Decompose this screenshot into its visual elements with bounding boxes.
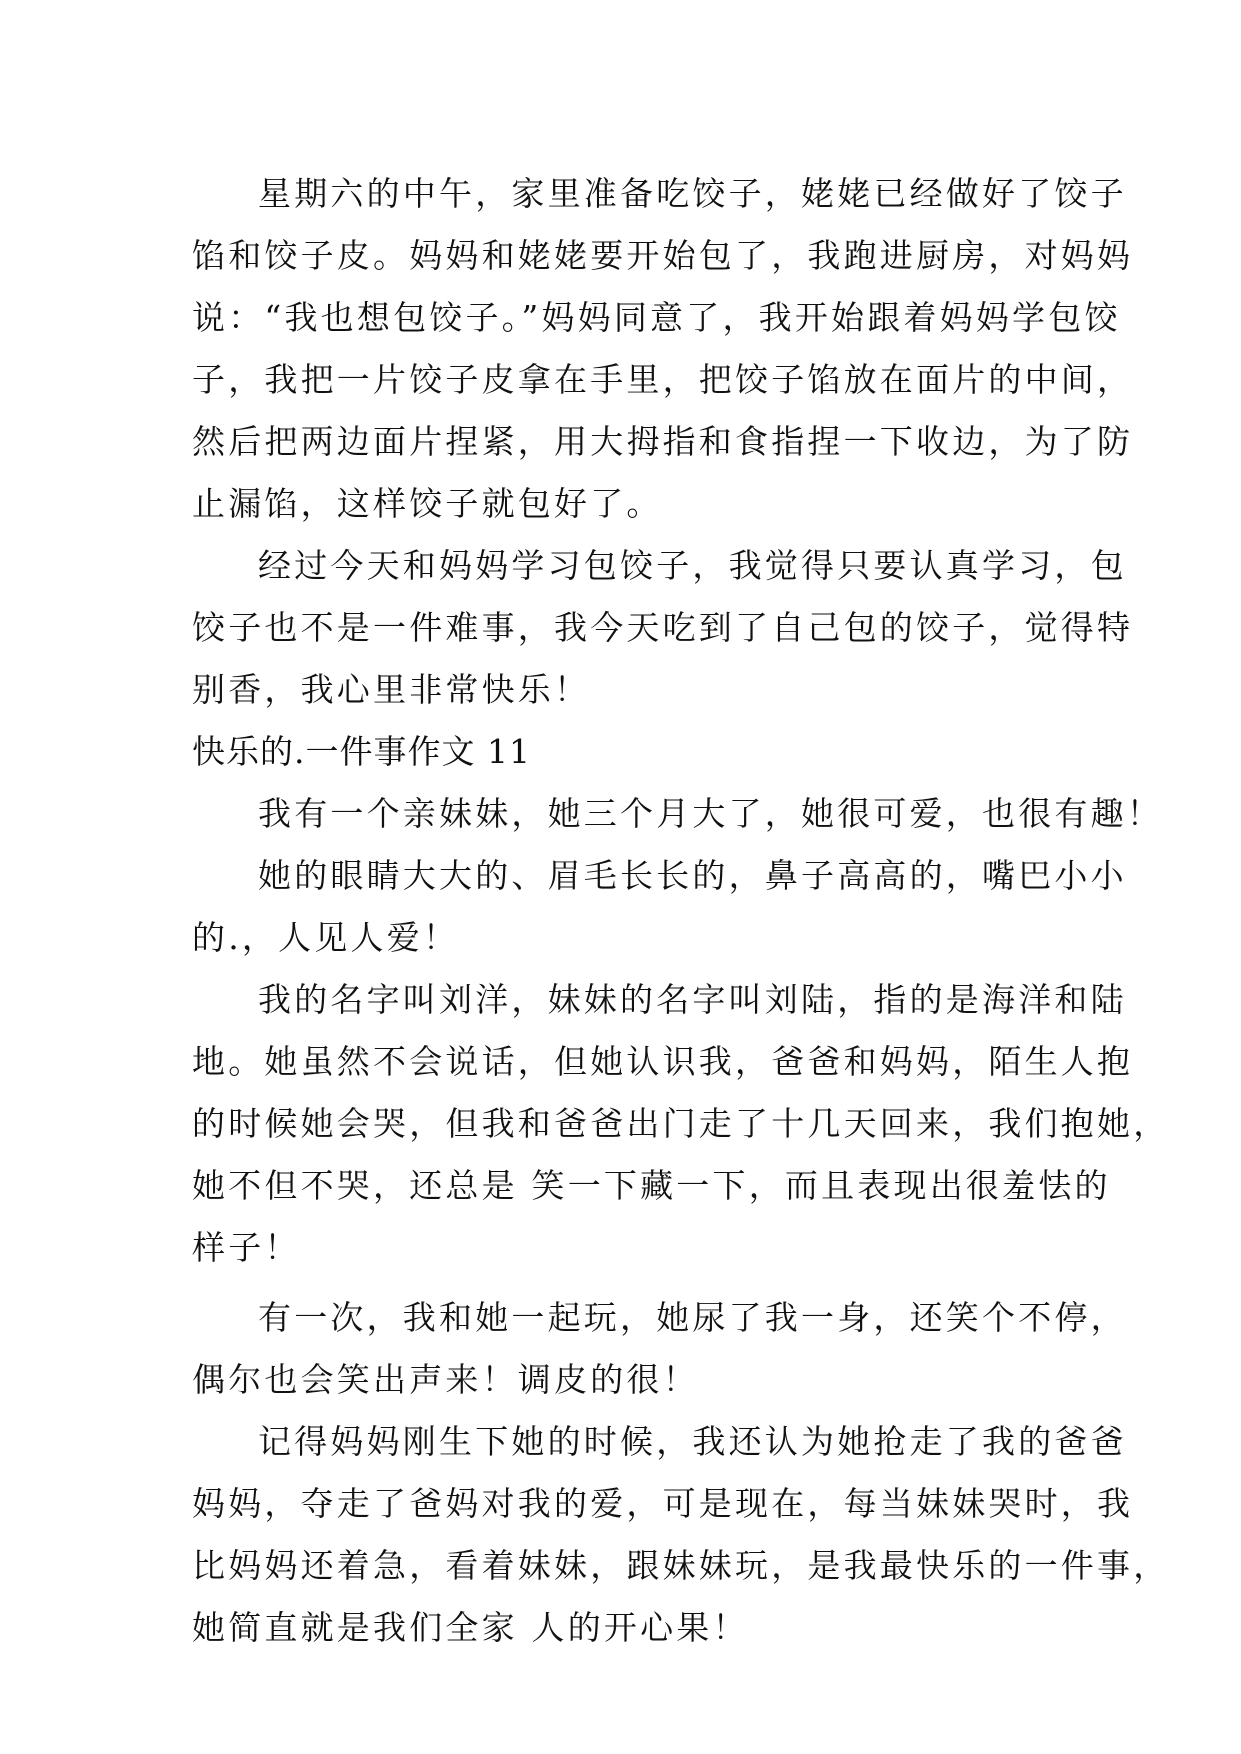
text-line: 记得妈妈刚生下她的时候，我还认为她抢走了我的爸爸 — [258, 1422, 1127, 1461]
text-line: 偶尔也会笑出声来！调皮的很！ — [192, 1360, 699, 1399]
text-line: 她简直就是我们全家 人的开心果！ — [192, 1608, 749, 1647]
essay-text — [192, 163, 1170, 1659]
text-line: 经过今天和妈妈学习包饺子，我觉得只要认真学习，包 — [258, 546, 1127, 585]
text-line: 我的名字叫刘洋，妹妹的名字叫刘陆，指的是海洋和陆 — [258, 980, 1127, 1019]
text-line: 她的眼睛大大的、眉毛长长的，鼻子高高的，嘴巴小小 — [258, 856, 1127, 895]
text-line: 然后把两边面片捏紧，用大拇指和食指捏一下收边，为了防 — [192, 422, 1134, 461]
text-line: 止漏馅，这样饺子就包好了。 — [192, 484, 663, 523]
text-line: 的.，人见人爱！ — [192, 918, 460, 957]
text-line: 妈妈，夺走了爸妈对我的爱，可是现在，每当妹妹哭时，我 — [192, 1484, 1134, 1523]
section-heading: 快乐的.一件事作文 11 — [192, 732, 531, 771]
text-line: 馅和饺子皮。妈妈和姥姥要开始包了，我跑进厨房，对妈妈 — [192, 236, 1134, 275]
text-line: 有一次，我和她一起玩，她尿了我一身，还笑个不停， — [258, 1298, 1127, 1337]
text-line: 别香，我心里非常快乐！ — [192, 670, 591, 709]
text-line: 说：“我也想包饺子。”妈妈同意了，我开始跟着妈妈学包饺 — [192, 298, 1121, 337]
text-line: 地。她虽然不会说话，但她认识我，爸爸和妈妈，陌生人抱 — [192, 1042, 1134, 1081]
text-line: 子，我把一片饺子皮拿在手里，把饺子馅放在面片的中间， — [192, 360, 1134, 399]
text-line: 我有一个亲妹妹，她三个月大了，她很可爱，也很有趣！ — [258, 794, 1163, 833]
text-line: 饺子也不是一件难事，我今天吃到了自己包的饺子，觉得特 — [192, 608, 1134, 647]
text-line: 比妈妈还着急，看着妹妹，跟妹妹玩，是我最快乐的一件事， — [192, 1546, 1170, 1585]
text-line: 样子！ — [192, 1228, 301, 1267]
text-line: 的时候她会哭，但我和爸爸出门走了十几天回来，我们抱她， — [192, 1104, 1170, 1143]
text-line: 星期六的中午，家里准备吃饺子，姥姥已经做好了饺子 — [258, 174, 1127, 213]
text-line: 她不但不哭，还总是 笑一下藏一下，而且表现出很羞怯的 — [192, 1166, 1111, 1205]
